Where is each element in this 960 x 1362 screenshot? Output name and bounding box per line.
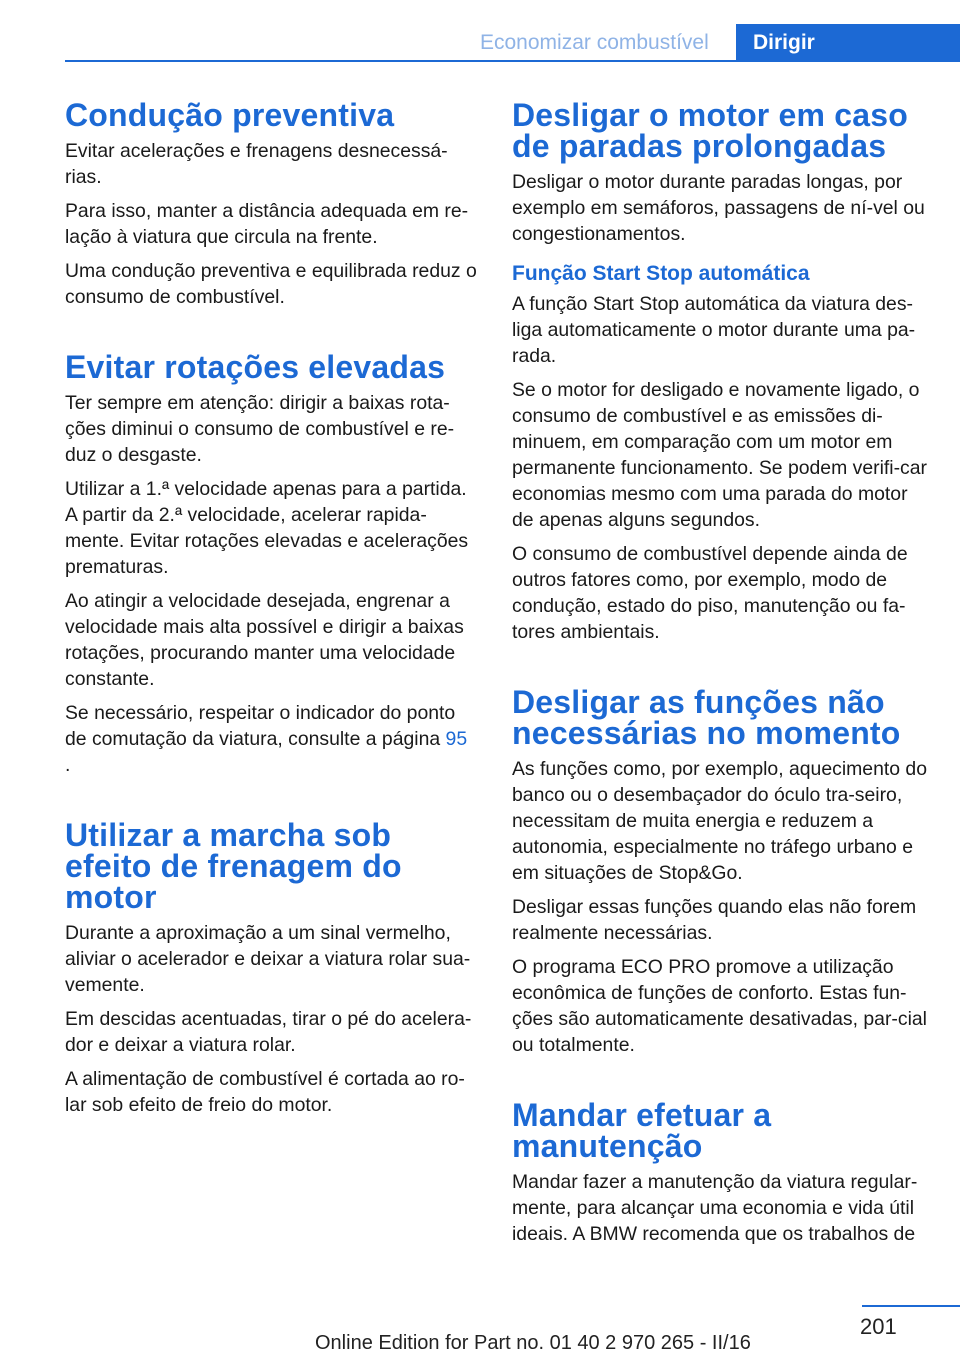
page-number: 201 [860, 1314, 897, 1339]
heading-manutencao: Mandar efetuar a manutenção [512, 1097, 772, 1164]
right-column [512, 97, 928, 1255]
paragraph: O programa ECO PRO promove a utilização econômica de funções de conforto. Estas fun-ções são automaticamente desativadas, par-cial ou totalmente. [512, 956, 927, 1056]
paragraph: Uma condução preventiva e equilibrada reduz o consumo de combustível. [65, 260, 477, 308]
paragraph: Ter sempre em atenção: dirigir a baixas rota-ções diminui o consumo de combustível e re-duz o desgaste. [65, 392, 455, 466]
paragraph: Utilizar a 1.ª velocidade apenas para a partida. A partir da 2.ª velocidade, acelerar rapida-mente. Evitar rotações elevadas e acelerações prematuras. [65, 478, 469, 578]
footer-rule [862, 1305, 960, 1307]
heading-desligar-motor: Desligar o motor em caso de paradas prolongadas [512, 97, 909, 164]
paragraph: Durante a aproximação a um sinal vermelho, aliviar o acelerador e deixar a viatura rolar sua-vemente. [65, 922, 471, 996]
paragraph-with-page-link [65, 700, 477, 778]
header-chapter-tab [736, 24, 960, 62]
paragraph: Mandar fazer a manutenção da viatura regular-mente, para alcançar uma economia e vida útil ideais. A BMW recomenda que os trabalhos de [512, 1171, 918, 1245]
header-section-title: Economizar combustível [480, 31, 709, 54]
heading-marcha-frenagem: Utilizar a marcha sob efeito de frenagem do motor [65, 817, 402, 915]
paragraph: A alimentação de combustível é cortada ao ro-lar sob efeito de freio do motor. [65, 1068, 465, 1116]
paragraph: Ao atingir a velocidade desejada, engrenar a velocidade mais alta possível e dirigir a baixas rotações, procurando manter uma velocidade constante. [65, 590, 464, 690]
subheading-start-stop: Função Start Stop automática [512, 262, 810, 285]
paragraph: As funções como, por exemplo, aquecimento do banco ou o desembaçador do óculo tra-seiro, necessitam de muita energia e reduzem a autonomia, especialmente no tráfego urbano e em situações de Stop&Go. [512, 758, 927, 884]
page-reference-link[interactable]: 95 [445, 728, 468, 750]
left-column [65, 97, 477, 1126]
paragraph: Desligar o motor durante paradas longas, por exemplo em semáforos, passagens de ní-vel ou congestionamentos. [512, 171, 925, 245]
paragraph: Em descidas acentuadas, tirar o pé do acelera-dor e deixar a viatura rolar. [65, 1008, 472, 1056]
heading-evitar-rotacoes: Evitar rotações elevadas [65, 349, 446, 385]
paragraph-end: . [65, 754, 71, 776]
paragraph: Se o motor for desligado e novamente ligado, o consumo de combustível e as emissões di-minuem, em comparação com um motor em permanente funcionamento. Se podem verifi-car economias mesmo com uma parada do motor de apenas alguns segundos. [512, 379, 927, 531]
paragraph: Evitar acelerações e frenagens desnecessá-rias. [65, 140, 448, 188]
heading-desligar-funcoes: Desligar as funções não necessárias no momento [512, 684, 901, 751]
paragraph-text: Se necessário, respeitar o indicador do ponto de comutação da viatura, consulte a página [65, 702, 456, 750]
header-chapter-label: Dirigir [753, 31, 815, 54]
paragraph: A função Start Stop automática da viatura des-liga automaticamente o motor durante uma pa-rada. [512, 293, 916, 367]
paragraph: O consumo de combustível depende ainda de outros fatores como, por exemplo, modo de condução, estado do piso, manutenção ou fa-tores ambientais. [512, 543, 908, 643]
edition-note: Online Edition for Part no. 01 40 2 970 265 - II/16 [315, 1332, 751, 1354]
heading-conducao-preventiva: Condução preventiva [65, 97, 395, 133]
paragraph: Desligar essas funções quando elas não forem realmente necessárias. [512, 896, 917, 944]
paragraph: Para isso, manter a distância adequada em re-lação à viatura que circula na frente. [65, 200, 469, 248]
